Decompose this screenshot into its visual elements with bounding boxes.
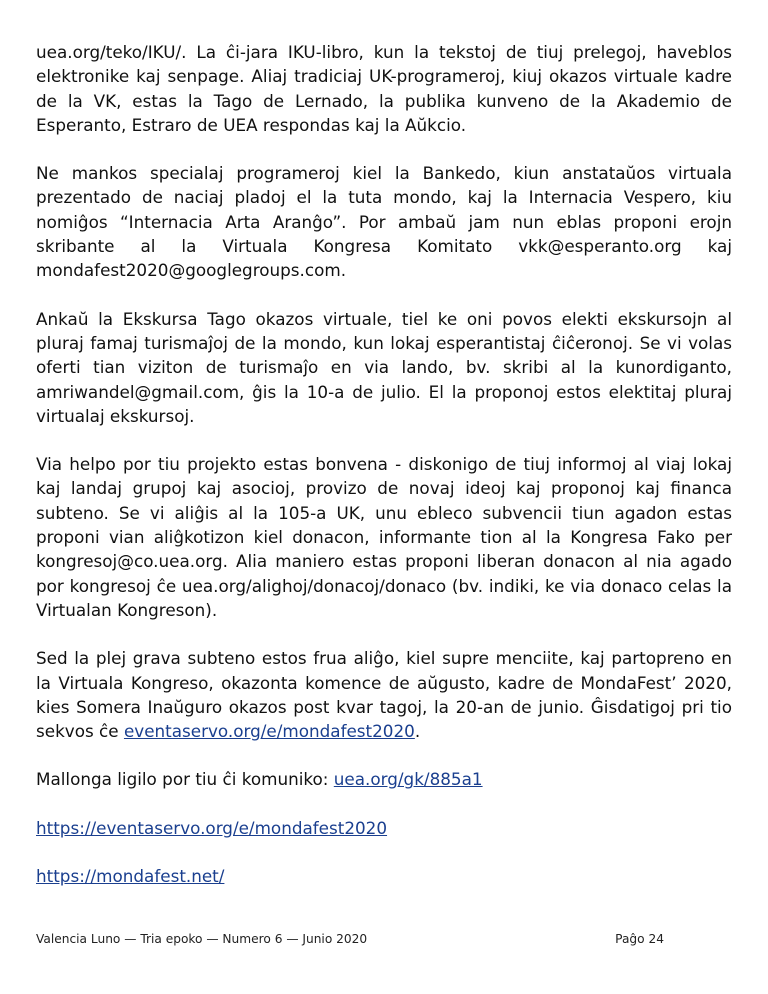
page-footer bbox=[36, 932, 664, 946]
article-body bbox=[36, 40, 732, 912]
paragraph-subteno bbox=[36, 646, 732, 743]
subteno-text: Sed la plej grava subteno estos frua aliĝo, kiel supre menciite, kaj partopreno en la Virtuala Kongreso, okazonta komence de aŭgusto, kadre de MondaFest’ 2020, kies Somera Inaŭguro okazos post kvar tagoj, la 20-an de junio. Ĝisdatigoj pri tio sekvos ĉe bbox=[36, 648, 732, 742]
paragraph-iku: uea.org/teko/IKU/. La ĉi-jara IKU-libro, kun la tekstoj de tiuj prelegoj, haveblos elektronike kaj senpage. Aliaj tradiciaj UK-programeroj, kiuj okazos virtuale kadre de la VK, estas la Tago de Lernado, la publika kunveno de la Akademio de Esperanto, Estraro de UEA respondas kaj la Aŭkcio. bbox=[36, 42, 732, 135]
paragraph-link-mondafest bbox=[36, 864, 732, 888]
paragraph-ekskursa-tago: Ankaŭ la Ekskursa Tago okazos virtuale, tiel ke oni povos elekti ekskursojn al pluraj famaj turismaĵoj de la mondo, kun lokaj esperantistaj ĉiĉeronoj. Se vi volas oferti tian viziton de turismaĵo en via lando, bv. skribi al la kunordiganto, amriwandel@gmail.com, ĝis la 10-a de julio. El la proponoj estos elektitaj pluraj virtualaj ekskursoj. bbox=[36, 308, 732, 426]
paragraph-helpo: Via helpo por tiu projekto estas bonvena - diskonigo de tiuj informoj al viaj lokaj kaj landaj grupoj kaj asocioj, provizo de novaj ideoj kaj proponoj kaj financa subteno. Se vi aliĝis al la 105-a UK, unu ebleco subvencii tiun agadon estas proponi vian aliĝkotizon kiel donacon, informante tion al la Kongresa Fako per kongresoj@co.uea.org. Alia maniero estas proponi liberan donacon al nia agado por kongresoj ĉe uea.org/alighoj/donacoj/donaco (bv. indiki, ke via donaco celas la Virtualan Kongreson). bbox=[36, 454, 732, 620]
paragraph-short-link bbox=[36, 767, 732, 791]
subteno-end: . bbox=[414, 721, 421, 742]
footer-page-number: Paĝo 24 bbox=[615, 932, 664, 946]
eventaservo-full-link[interactable]: https://eventaservo.org/e/mondafest2020 bbox=[36, 817, 388, 838]
paragraph-link-eventaservo bbox=[36, 816, 732, 840]
paragraph-bankedo: Ne mankos specialaj programeroj kiel la Bankedo, kiun anstataŭos virtuala prezentado de naciaj pladoj el la tuta mondo, kaj la Internacia Vespero, kiu nomiĝos “Internacia Arta Aranĝo”. Por ambaŭ jam nun eblas proponi erojn skribante al la Virtuala Kongresa Komitato vkk@esperanto.org kaj mondafest2020@googlegroups.com. bbox=[36, 163, 732, 281]
mondafest-link[interactable]: https://mondafest.net/ bbox=[36, 866, 225, 887]
footer-publication: Valencia Luno — Tria epoko — Numero 6 — Junio 2020 bbox=[36, 932, 368, 946]
eventaservo-link[interactable]: eventaservo.org/e/mondafest2020 bbox=[123, 721, 415, 742]
short-link-label: Mallonga ligilo por tiu ĉi komuniko: bbox=[36, 769, 334, 790]
short-link[interactable]: uea.org/gk/885a1 bbox=[333, 769, 483, 790]
